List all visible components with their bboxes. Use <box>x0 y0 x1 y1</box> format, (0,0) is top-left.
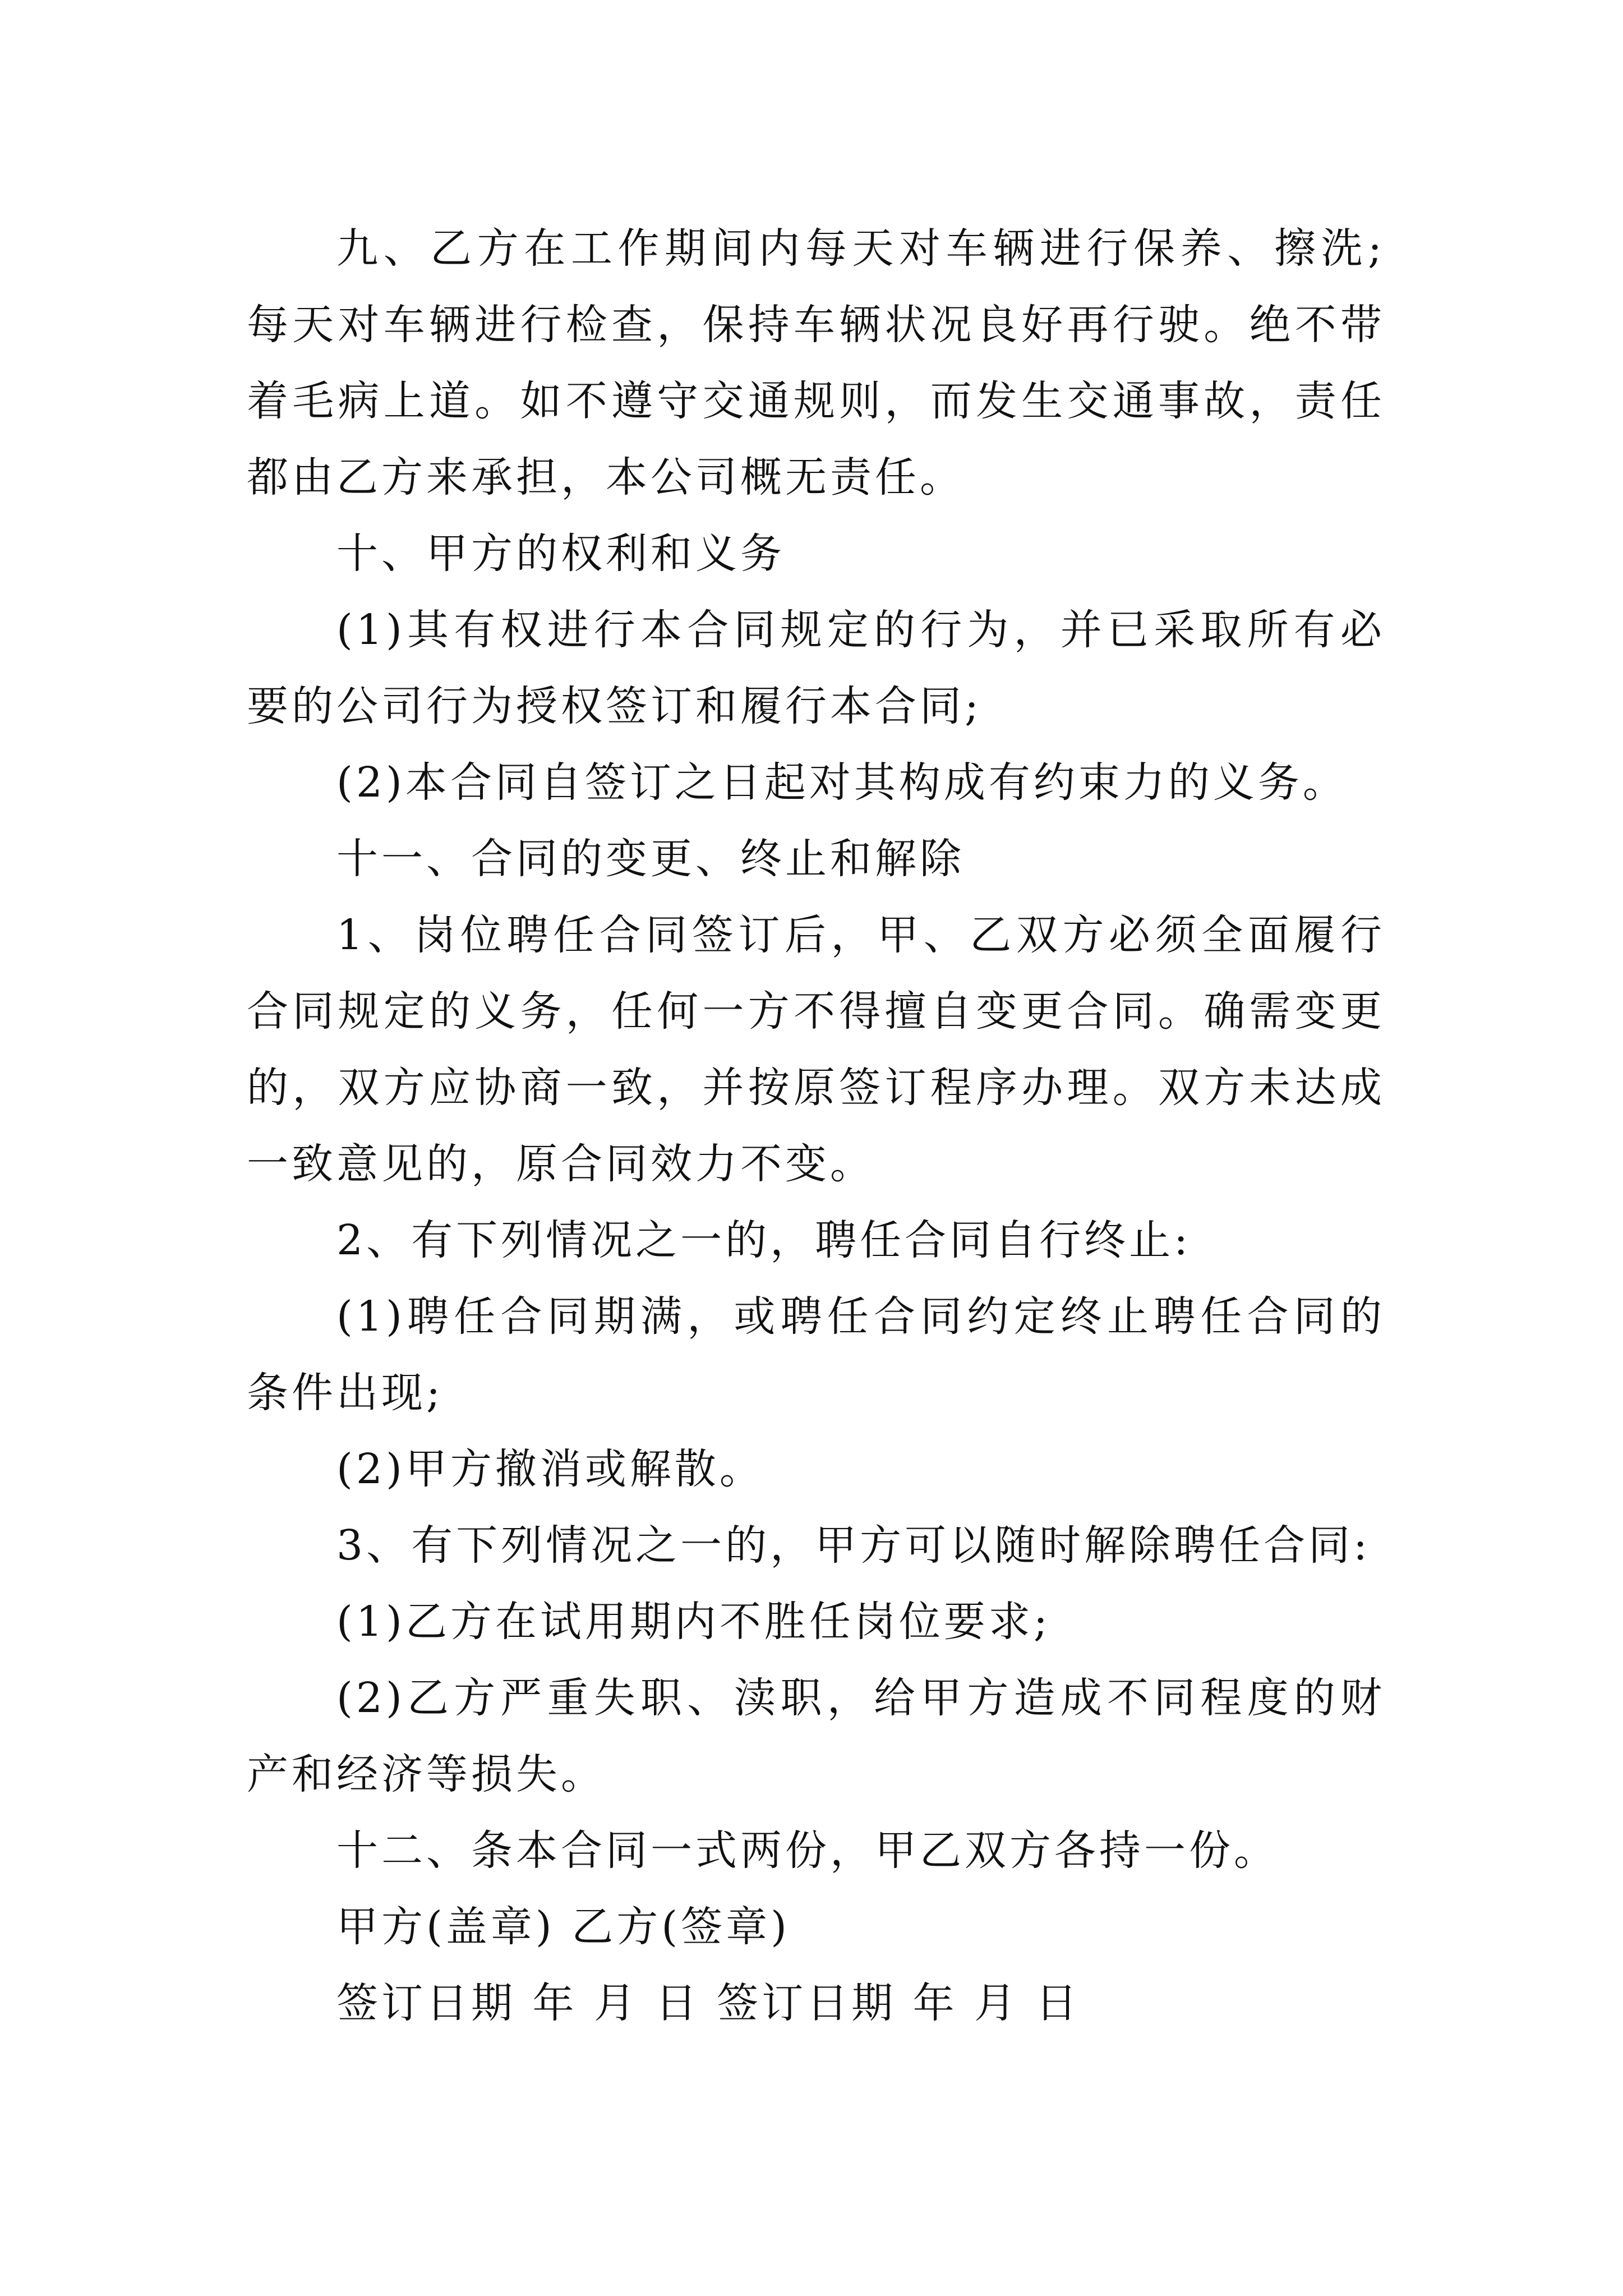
paragraph-clause-11-item-3-1: (1)乙方在试用期内不胜任岗位要求; <box>336 1598 1051 1646</box>
paragraph-clause-11-item-2: 2、有下列情况之一的，聘任合同自行终止: <box>336 1216 1192 1264</box>
paragraph-clause-10-item-1: (1)其有权进行本合同规定的行为，并已采取所有必要的公司行为授权签订和履行本合同; <box>247 606 1385 730</box>
paragraph-clause-11-item-3: 3、有下列情况之一的，甲方可以随时解除聘任合同: <box>336 1521 1371 1570</box>
paragraph-clause-12: 十二、条本合同一式两份，甲乙双方各持一份。 <box>336 1826 1279 1875</box>
signing-date-line: 签订日期 年 月 日 签订日期 年 月 日 <box>336 1979 1081 2027</box>
signature-parties-line: 甲方(盖章) 乙方(签章) <box>336 1903 791 1951</box>
paragraph-clause-11-item-3-2: (2)乙方严重失职、渎职，给甲方造成不同程度的财产和经济等损失。 <box>247 1674 1385 1798</box>
paragraph-clause-11-item-2-2: (2)甲方撤消或解散。 <box>336 1445 764 1493</box>
paragraph-clause-11-item-1: 1、岗位聘任合同签订后，甲、乙双方必须全面履行合同规定的义务，任何一方不得擅自变更合同。确需变更的，双方应协商一致，并按原签订程序办理。双方未达成一致意见的，原合同效力不变。 <box>247 911 1385 1188</box>
document-body <box>247 210 1385 2041</box>
paragraph-clause-11-heading: 十一、合同的变更、终止和解除 <box>336 835 965 883</box>
paragraph-clause-10-heading: 十、甲方的权利和义务 <box>336 530 785 578</box>
paragraph-clause-9: 九、乙方在工作期间内每天对车辆进行保养、擦洗;每天对车辆进行检查，保持车辆状况良好再行驶。绝不带着毛病上道。如不遵守交通规则，而发生交通事故，责任都由乙方来承担，本公司概无责任。 <box>247 224 1385 501</box>
paragraph-clause-11-item-2-1: (1)聘任合同期满，或聘任合同约定终止聘任合同的条件出现; <box>247 1292 1385 1417</box>
paragraph-clause-10-item-2: (2)本合同自签订之日起对其构成有约束力的义务。 <box>336 758 1348 807</box>
